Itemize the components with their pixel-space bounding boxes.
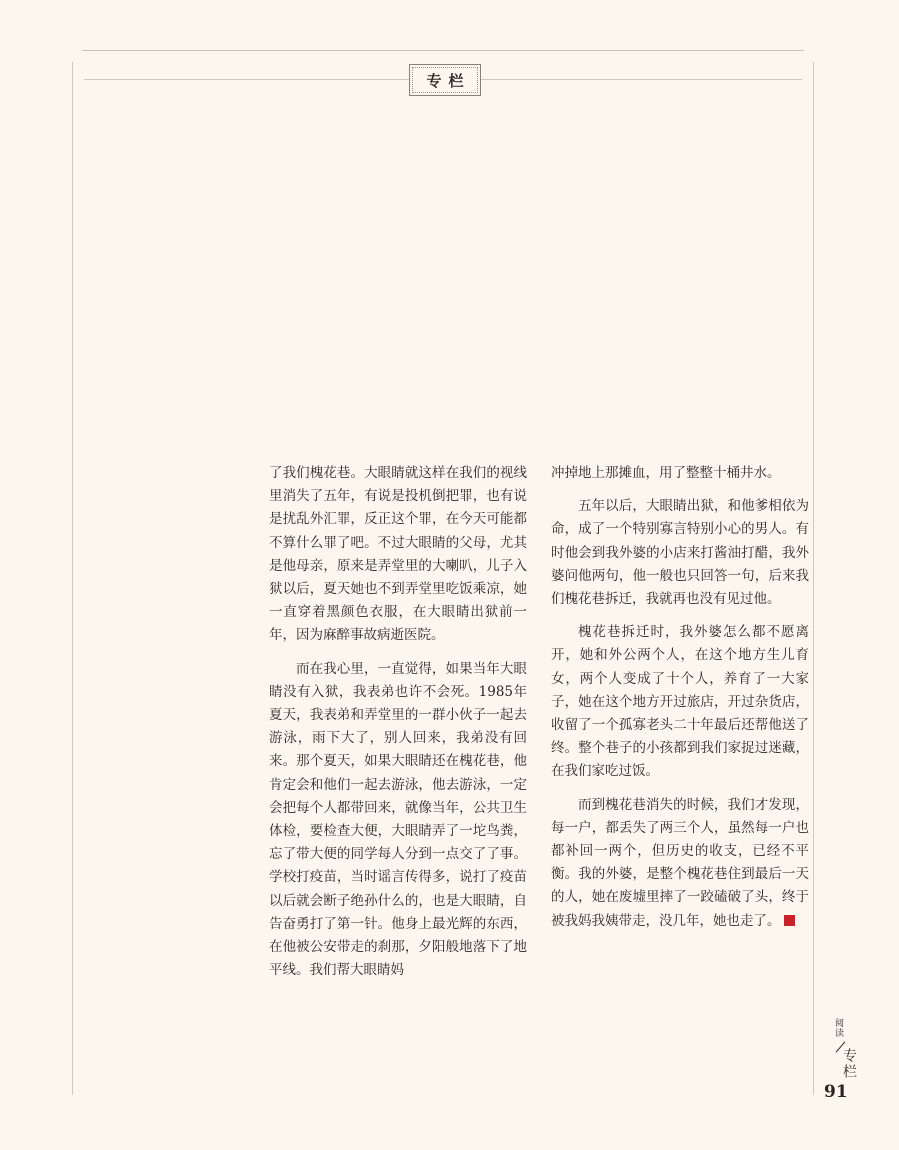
page-number: 91 <box>824 1082 848 1102</box>
header-rule-right <box>481 79 802 80</box>
article-column-right <box>551 462 809 943</box>
paragraph: 冲掉地上那摊血，用了整整十桶井水。 <box>551 465 781 481</box>
section-tag-label: 专栏 <box>426 71 471 90</box>
right-margin-rule <box>813 62 814 1095</box>
end-of-article-mark <box>784 915 795 926</box>
header-rule-left <box>84 79 409 80</box>
paragraph: 而在我心里，一直觉得，如果当年大眼睛没有入狱，我表弟也许不会死。1985年夏天，我表弟和弄堂里的一群小伙子一起去游泳，雨下大了，别人回来，我弟没有回来。那个夏天，如果大眼睛还在槐花巷，他肯定会和他们一起去游泳，他去游泳，一定会把每个人都带回来，就像当年，公共卫生体检，要检查大便，大眼睛弄了一坨鸟粪，忘了带大便的同学每人分到一点交了了事。学校打疫苗，当时谣言传得多，说打了疫苗以后就会断子绝孙什么的，也是大眼睛，自告奋勇打了第一针。他身上最光辉的东西，在他被公安带走的刹那，夕阳般地落下了地平线。我们帮大眼睛妈 <box>269 660 527 979</box>
article-column-left <box>269 462 527 992</box>
section-tag <box>409 64 481 96</box>
magazine-section-name: 阅读 <box>833 1018 843 1038</box>
paragraph: 了我们槐花巷。大眼睛就这样在我们的视线里消失了五年，有说是投机倒把罪，也有说是扰乱外汇罪，反正这个罪，在今天可能都不算什么罪了吧。不过大眼睛的父母，尤其是他母亲，原来是弄堂里的大喇叭，儿子入狱以后，夏天她也不到弄堂里吃饭乘凉，她一直穿着黑颜色衣服，在大眼睛出狱前一年，因为麻醉事故病逝医院。 <box>269 465 527 644</box>
top-rule <box>82 50 804 51</box>
column-section-name: 专栏 <box>841 1048 857 1080</box>
left-margin-rule <box>72 62 73 1095</box>
paragraph-final-text: 而到槐花巷消失的时候，我们才发现，每一户，都丢失了两三个人，虽然每一户也都补回一两个，但历史的收支，已经不平衡。我的外婆，是整个槐花巷住到最后一天的人，她在废墟里摔了一跤磕破了头，终于被我妈我姨带走，没几年，她也走了。 <box>551 796 809 929</box>
paragraph-final <box>551 794 809 933</box>
paragraph: 五年以后，大眼睛出狱，和他爹相依为命，成了一个特别寡言特别小心的男人。有时他会到我外婆的小店来打酱油打醋，我外婆问他两句，他一般也只回答一句，后来我们槐花巷拆迁，我就再也没有见过他。 <box>551 498 809 608</box>
paragraph: 槐花巷拆迁时，我外婆怎么都不愿离开，她和外公两个人，在这个地方生儿育女，两个人变成了十个人，养育了一大家子，她在这个地方开过旅店，开过杂货店，收留了一个孤寡老头二十年最后还帮他送了终。整个巷子的小孩都到我们家捉过迷藏，在我们家吃过饭。 <box>551 624 809 780</box>
section-side-label <box>826 1018 856 1088</box>
